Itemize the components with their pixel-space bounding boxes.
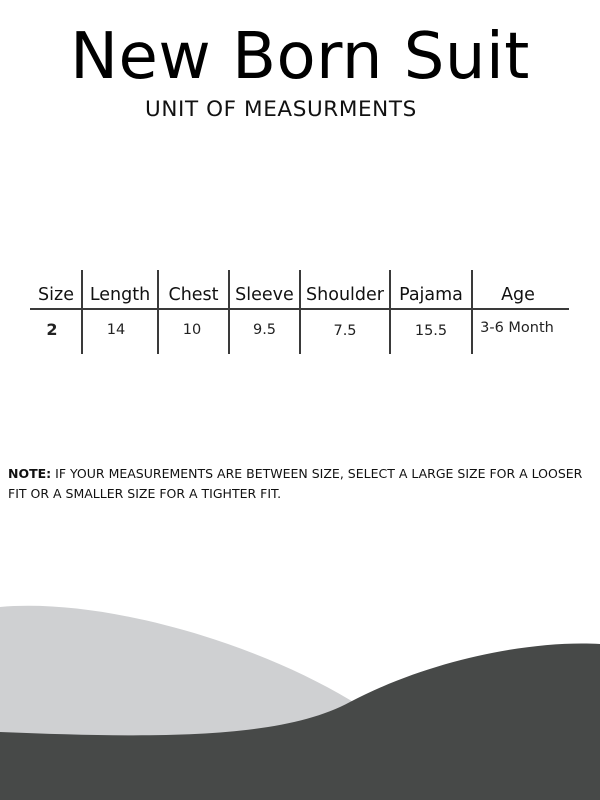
cell-size: 2	[46, 320, 58, 339]
note-text: IF YOUR MEASUREMENTS ARE BETWEEN SIZE, SELECT A LARGE SIZE FOR A LOOSER FIT OR A SMALLER SIZE FOR A TIGHTER FIT.	[8, 466, 583, 501]
note-label: NOTE:	[8, 466, 52, 481]
header-sleeve: Sleeve	[235, 285, 294, 305]
cell-age: 3-6 Month	[480, 320, 554, 336]
header-shoulder: Shoulder	[306, 285, 384, 305]
cell-chest: 10	[182, 322, 202, 338]
header-pajama: Pajama	[399, 285, 463, 305]
size-chart-table	[30, 270, 569, 354]
header-size: Size	[38, 285, 74, 305]
page-title: New Born Suit	[70, 20, 530, 94]
cell-length: 14	[106, 322, 126, 338]
decorative-waves	[0, 600, 600, 800]
cell-shoulder: 7.5	[333, 323, 357, 339]
cell-sleeve: 9.5	[252, 322, 277, 338]
header-length: Length	[89, 285, 151, 305]
page-subtitle: UNIT OF MEASURMENTS	[145, 97, 417, 122]
fit-note	[8, 464, 598, 504]
header-chest: Chest	[168, 285, 219, 305]
header-age: Age	[501, 285, 535, 305]
cell-pajama: 15.5	[414, 323, 448, 339]
